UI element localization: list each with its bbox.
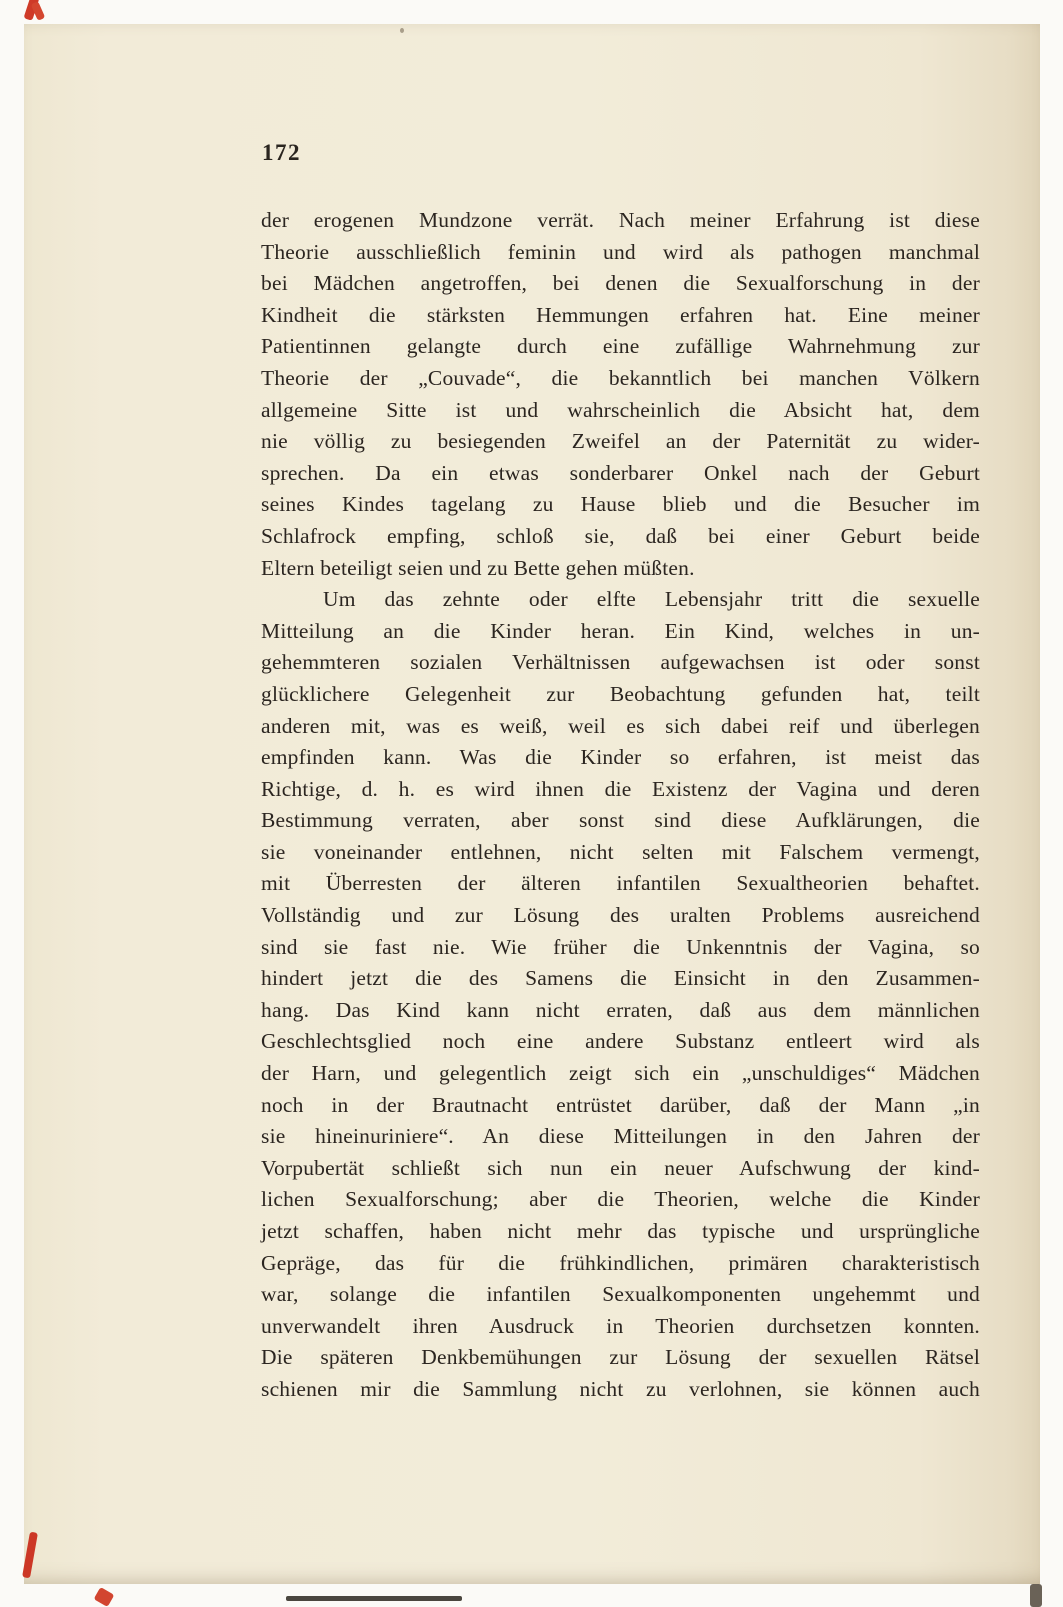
scan-artifact-dark-line-bottom [286, 1596, 462, 1601]
text-line: sprechen. Da ein etwas sonderbarer Onkel nach der Geburt [261, 460, 980, 485]
text-line: hang. Das Kind kann nicht erraten, daß aus dem männlichen [261, 997, 980, 1022]
text-line: unverwandelt ihren Ausdruck in Theorien durchsetzen konnten. [261, 1313, 980, 1338]
book-page [24, 24, 1040, 1584]
text-line: Patientinnen gelangte durch eine zufällige Wahrnehmung zur [261, 334, 980, 359]
text-block [261, 205, 980, 1406]
text-line: lichen Sexualforschung; aber die Theorien, welche die Kinder [261, 1187, 980, 1212]
text-line: der erogenen Mundzone verrät. Nach meiner Erfahrung ist diese [261, 208, 980, 232]
text-line: der Harn, und gelegentlich zeigt sich ein „unschuldiges“ Mädchen [261, 1061, 980, 1086]
text-line: Kindheit die stärksten Hemmungen erfahren hat. Eine meiner [261, 302, 980, 327]
text-line: Vorpubertät schließt sich nun ein neuer Aufschwung der kind- [261, 1155, 980, 1180]
text-line: anderen mit, was es weiß, weil es sich dabei reif und überlegen [261, 713, 980, 738]
text-line: glücklichere Gelegenheit zur Beobachtung gefunden hat, teilt [261, 681, 980, 706]
text-line: Die späteren Denkbemühungen zur Lösung der sexuellen Rätsel [261, 1345, 980, 1370]
text-line: Richtige, d. h. es wird ihnen die Existenz der Vagina und deren [261, 776, 980, 801]
text-line: Gepräge, das für die frühkindlichen, primären charakteristisch [261, 1250, 980, 1275]
text-line: gehemmteren sozialen Verhältnissen aufgewachsen ist oder sonst [261, 650, 980, 675]
text-line: sie voneinander entlehnen, nicht selten mit Falschem vermengt, [261, 839, 980, 864]
text-line: sind sie fast nie. Wie früher die Unkenntnis der Vagina, so [261, 934, 980, 959]
paragraph [261, 205, 980, 584]
text-line: nie völlig zu besiegenden Zweifel an der Paternität zu wider- [261, 429, 980, 454]
text-line: jetzt schaffen, haben nicht mehr das typische und ursprüngliche [261, 1219, 980, 1243]
text-line: sie hineinuriniere“. An diese Mitteilungen in den Jahren der [261, 1124, 980, 1149]
text-line: hindert jetzt die des Samens die Einsicht in den Zusammen- [261, 966, 980, 991]
text-line: Theorie ausschließlich feminin und wird als pathogen manchmal [261, 239, 980, 264]
text-line: Vollständig und zur Lösung des uralten Problems ausreichend [261, 903, 980, 928]
text-line: Um das zehnte oder elfte Lebensjahr tritt die sexuelle [323, 587, 980, 612]
text-line: empfinden kann. Was die Kinder so erfahren, ist meist das [261, 745, 980, 770]
text-line: noch in der Brautnacht entrüstet darüber, daß der Mann „in [261, 1092, 980, 1117]
text-line: Eltern beteiligt seien und zu Bette gehen müßten. [261, 555, 695, 580]
text-line: bei Mädchen angetroffen, bei denen die Sexualforschung in der [261, 271, 980, 296]
red-ink-mark-bottom-center-left [94, 1587, 115, 1607]
text-line: seines Kindes tagelang zu Hause blieb und die Besucher im [261, 492, 980, 517]
text-line: schienen mir die Sammlung nicht zu verlohnen, sie können auch [261, 1376, 980, 1401]
text-line: war, solange die infantilen Sexualkomponenten ungehemmt und [261, 1282, 980, 1307]
text-line: Theorie der „Couvade“, die bekanntlich bei manchen Völkern [261, 365, 980, 390]
paragraph [261, 584, 980, 1405]
text-line: Schlafrock empfing, schloß sie, daß bei einer Geburt beide [261, 523, 980, 548]
text-line: Bestimmung verraten, aber sonst sind diese Aufklärungen, die [261, 808, 980, 833]
text-line: allgemeine Sitte ist und wahrscheinlich die Absicht hat, dem [261, 397, 980, 422]
text-line: Geschlechtsglied noch eine andere Substanz entleert wird als [261, 1029, 980, 1054]
page-number: 172 [262, 140, 301, 165]
text-line: mit Überresten der älteren infantilen Sexualtheorien behaftet. [261, 871, 980, 896]
scan-artifact-dark-nub-bottom-right [1030, 1584, 1042, 1607]
scan-artifact-speck-top [400, 28, 404, 33]
text-line: Mitteilung an die Kinder heran. Ein Kind, welches in un- [261, 618, 980, 643]
